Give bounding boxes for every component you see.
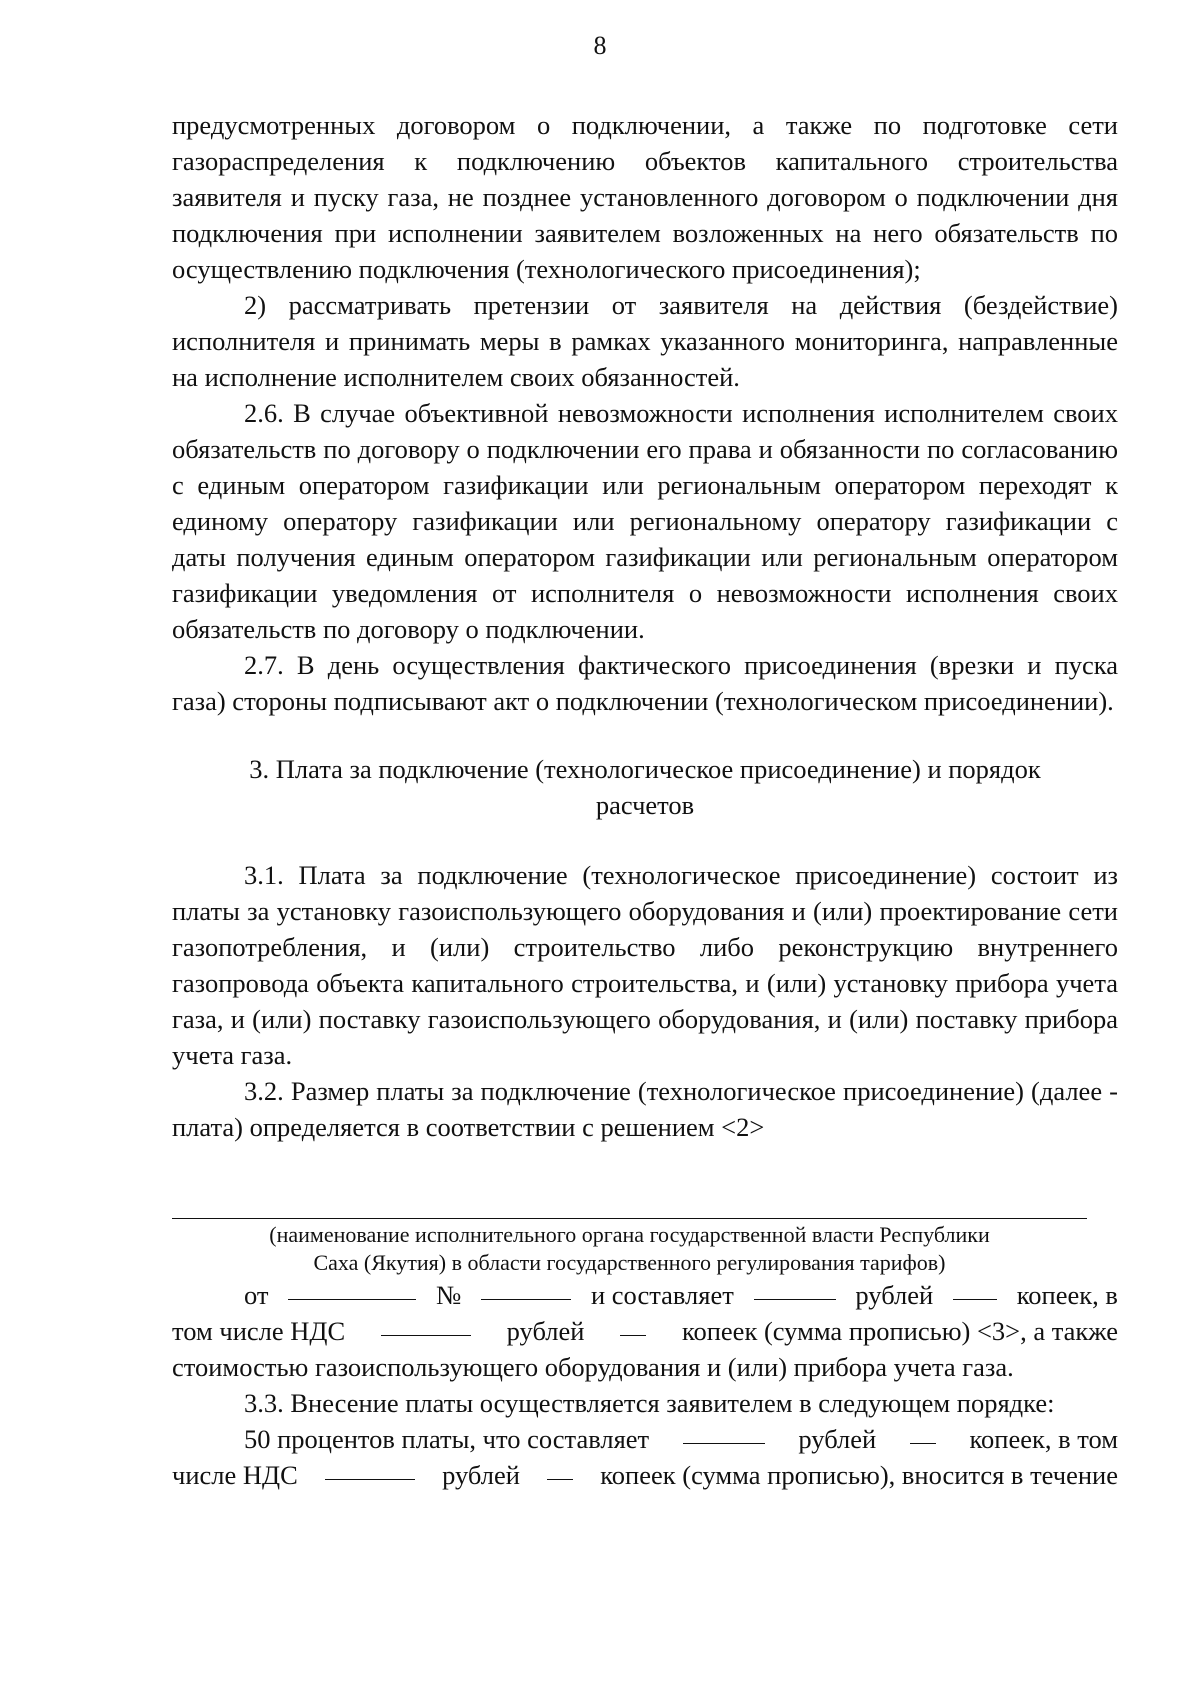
section-3-heading bbox=[172, 751, 1118, 823]
advance-payment-lead: 50 процентов платы, что составляет bbox=[244, 1424, 650, 1454]
advance-kopecks-blank bbox=[910, 1421, 936, 1444]
authority-name-caption bbox=[172, 1221, 1087, 1277]
advance-vat-rubles-label: рублей bbox=[442, 1460, 520, 1490]
document-body bbox=[172, 107, 1118, 1493]
section-3-heading-line1: 3. Плата за подключение (технологическое присоединение) и порядок bbox=[249, 754, 1041, 784]
advance-vat-tail: копеек (сумма прописью), вносится в течение bbox=[600, 1460, 1118, 1490]
paragraph-2-7: 2.7. В день осуществления фактического присоединения (врезки и пуска газа) стороны подписывают акт о подключении (технологическом присоединении). bbox=[172, 650, 1118, 716]
equipment-cost-line bbox=[172, 1349, 1118, 1385]
amount-kopecks-blank bbox=[953, 1277, 997, 1300]
authority-caption-line2: Саха (Якутия) в области государственного регулирования тарифов) bbox=[313, 1250, 946, 1275]
paragraph-3-2: 3.2. Размер платы за подключение (технологическое присоединение) (далее - плата) определяется в соответствии с решением <2> bbox=[172, 1076, 1118, 1142]
decision-date-line bbox=[172, 1277, 1118, 1313]
paragraph-3-1: 3.1. Плата за подключение (технологическое присоединение) состоит из платы за установку газоиспользующего оборудования и (или) проектирование сети газопотребления, и (или) строительство либо реконструкцию внутреннего газопровода объекта капитального строительства, и (или) установку прибора учета газа, и (или) поставку газоиспользующего оборудования, и (или) поставку прибора учета газа. bbox=[172, 860, 1118, 1070]
vat-rubles-blank bbox=[381, 1313, 471, 1336]
paragraph-2-5-item-2: 2) рассматривать претензии от заявителя на действия (бездействие) исполнителя и принимать меры в рамках указанного мониторинга, направленные на исполнение исполнителем своих обязанностей. bbox=[172, 290, 1118, 392]
vat-kopecks-label: копеек (сумма прописью) <3>, а также bbox=[681, 1316, 1118, 1346]
decision-number-blank bbox=[481, 1277, 571, 1300]
advance-vat-kopecks-blank bbox=[547, 1457, 573, 1480]
authority-name-line bbox=[172, 1218, 1087, 1219]
kopecks-label: копеек, в bbox=[1016, 1280, 1118, 1310]
number-sign-label: № bbox=[436, 1280, 462, 1310]
vat-line bbox=[172, 1313, 1118, 1349]
advance-rubles-label: рублей bbox=[798, 1424, 877, 1454]
amount-rubles-blank bbox=[754, 1277, 836, 1300]
section-3-heading-line2: расчетов bbox=[595, 790, 695, 820]
advance-payment-line bbox=[172, 1421, 1118, 1457]
vat-kopecks-blank bbox=[620, 1313, 646, 1336]
page-number: 8 bbox=[593, 31, 607, 60]
vat-rubles-label: рублей bbox=[506, 1316, 585, 1346]
blank-space bbox=[172, 1145, 1118, 1218]
authority-name-field bbox=[172, 1218, 1118, 1277]
advance-vat-line bbox=[172, 1457, 1118, 1493]
paragraph-2-5-continuation: предусмотренных договором о подключении, а также по подготовке сети газораспределения к подключению объектов капитального строительства заявителя и пуску газа, не позднее установленного договором о подключении дня подключения при исполнении заявителем возложенных на него обязательств по осуществлению подключения (технологического присоединения); bbox=[172, 110, 1118, 284]
authority-caption-line1: (наименование исполнительного органа государственной власти Республики bbox=[269, 1222, 990, 1247]
advance-vat-label: числе НДС bbox=[172, 1460, 298, 1490]
equipment-cost-text: стоимостью газоиспользующего оборудования и (или) прибора учета газа. bbox=[172, 1352, 1014, 1382]
advance-kopecks-label: копеек, в том bbox=[969, 1424, 1118, 1454]
decision-date-blank bbox=[288, 1277, 416, 1300]
from-label: от bbox=[244, 1280, 269, 1310]
advance-vat-rubles-blank bbox=[325, 1457, 415, 1480]
rubles-label: рублей bbox=[855, 1280, 934, 1310]
vat-label: том числе НДС bbox=[172, 1316, 346, 1346]
paragraph-2-6: 2.6. В случае объективной невозможности исполнения исполнителем своих обязательств по договору о подключении его права и обязанности по согласованию с единым оператором газификации или региональным оператором переходят к единому оператору газификации или региональному оператору газификации с даты получения единым оператором газификации или региональным оператором газификации уведомления от исполнителя о невозможности исполнения своих обязательств по договору о подключении. bbox=[172, 398, 1118, 644]
amount-is-label: и составляет bbox=[590, 1280, 734, 1310]
paragraph-3-3: 3.3. Внесение платы осуществляется заявителем в следующем порядке: bbox=[244, 1388, 1055, 1418]
advance-rubles-blank bbox=[683, 1421, 765, 1444]
